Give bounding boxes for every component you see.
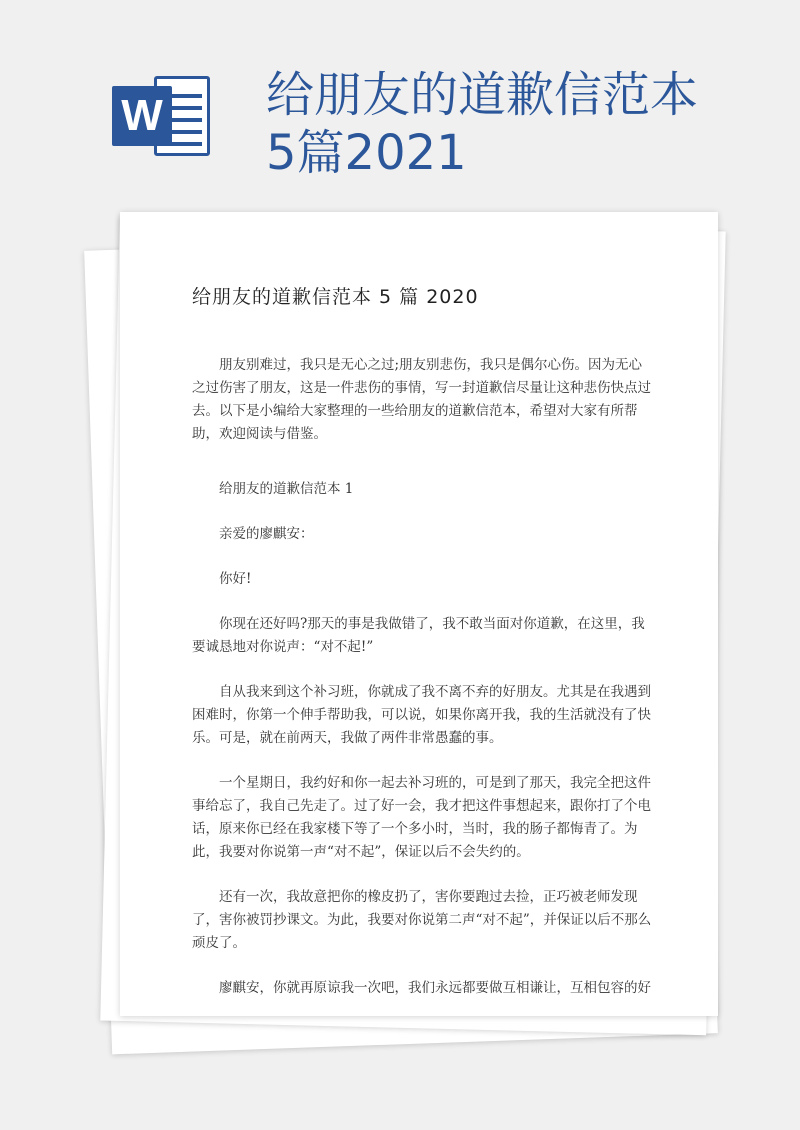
document-title: 给朋友的道歉信范本 5 篇 2020 [192,286,479,308]
word-document-icon [112,72,212,160]
banner-title: 给朋友的道歉信范本5篇2021 [266,67,699,181]
body-paragraph: 还有一次，我故意把你的橡皮扔了，害你要跑过去捡，正巧被老师发现了，害你被罚抄课文。为此，我要对你说第二声“对不起”，并保证以后不那么顽皮了。 [192,889,652,951]
body-paragraph: 自从我来到这个补习班，你就成了我不离不弃的好朋友。尤其是在我遇到困难时，你第一个伸手帮助我，可以说，如果你离开我，我的生活就没有了快乐。可是，就在前两天，我做了两件非常愚蠢的事。 [192,684,651,746]
document-body [192,354,654,1016]
body-paragraph: 你现在还好吗?那天的事是我做错了，我不敢当面对你道歉，在这里，我要诚恳地对你说声：“对不起!” [192,616,645,655]
greeting: 你好! [219,571,252,587]
document-page [120,212,718,1016]
body-paragraph: 一个星期日，我约好和你一起去补习班的，可是到了那天，我完全把这件事给忘了，我自己先走了。过了好一会，我才把这件事想起来，跟你打了个电话，原来你已经在我家楼下等了一个多小时，当时，我的肠子都悔青了。为此，我要对你说第一声“对不起”，保证以后不会失约的。 [192,775,651,860]
salutation: 亲爱的廖麒安： [219,526,314,542]
body-paragraph: 廖麒安，你就再原谅我一次吧，我们永远都要做互相谦让，互相包容的好 [219,980,651,996]
section-heading: 给朋友的道歉信范本 1 [219,481,354,497]
intro-paragraph: 朋友别难过，我只是无心之过;朋友别悲伤，我只是偶尔心伤。因为无心之过伤害了朋友，这是一件悲伤的事情，写一封道歉信尽量让这种悲伤快点过去。以下是小编给大家整理的一些给朋友的道歉信范本，希望对大家有所帮助，欢迎阅读与借鉴。 [192,357,651,442]
word-logo-badge: W [112,86,172,146]
